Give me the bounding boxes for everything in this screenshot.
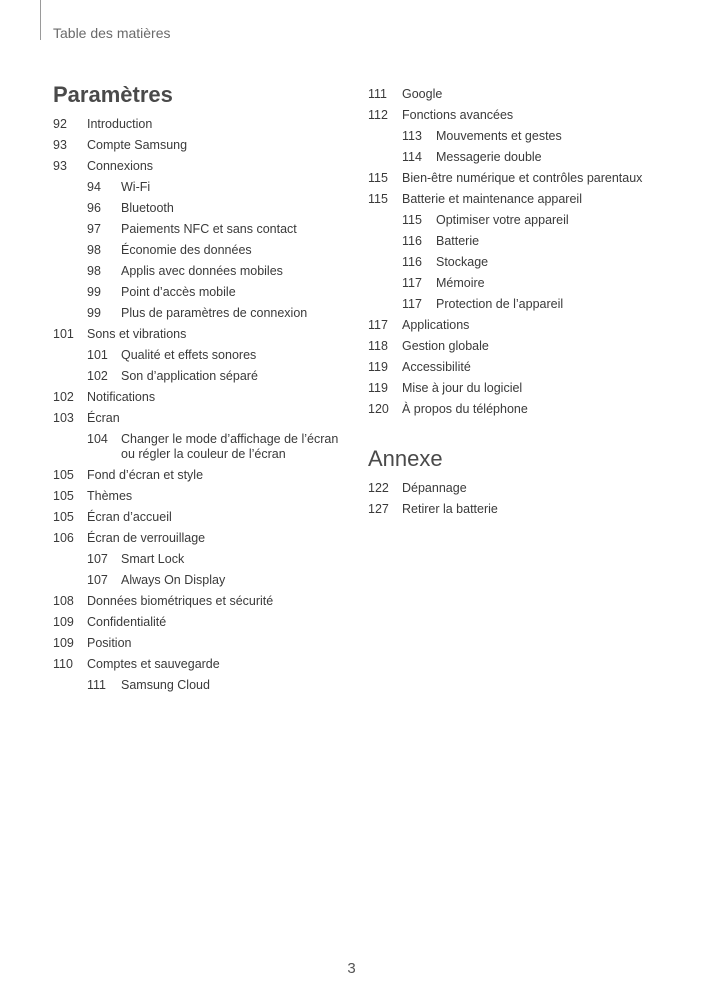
- toc-entry-title: Son d’application séparé: [121, 369, 258, 383]
- toc-page-number: 116: [402, 255, 422, 269]
- toc-entry[interactable]: [53, 303, 353, 324]
- toc-right-column: [368, 82, 688, 520]
- toc-page-number: 93: [53, 159, 67, 173]
- toc-entry-title: Écran: [87, 411, 120, 425]
- toc-entry[interactable]: [53, 465, 353, 486]
- toc-entry[interactable]: [53, 219, 353, 240]
- toc-entry[interactable]: [53, 156, 353, 177]
- section-title-annexe: Annexe: [368, 446, 443, 471]
- toc-entry-title: Applis avec données mobiles: [121, 264, 283, 278]
- toc-entry-title: Fond d’écran et style: [87, 468, 204, 482]
- toc-page-number: 105: [53, 468, 74, 482]
- toc-entry-title: Mouvements et gestes: [436, 129, 562, 143]
- toc-entry[interactable]: [368, 126, 688, 147]
- toc-entry[interactable]: [368, 84, 688, 105]
- toc-page-number: 119: [368, 360, 388, 374]
- toc-entry-title: Samsung Cloud: [121, 678, 210, 692]
- toc-page-number: 108: [53, 594, 74, 608]
- toc-page-number: 117: [368, 318, 388, 332]
- toc-entry-title: Sons et vibrations: [87, 327, 187, 341]
- toc-page-number: 106: [53, 531, 74, 545]
- toc-page-number: 117: [402, 297, 422, 311]
- toc-entry-title: Stockage: [436, 255, 489, 269]
- toc-page-number: 109: [53, 636, 74, 650]
- toc-entry-title: Bien-être numérique et contrôles parentaux: [402, 171, 643, 185]
- toc-page-number: 114: [402, 150, 422, 164]
- toc-entry-title: Gestion globale: [402, 339, 489, 353]
- section-title-parametres: Paramètres: [53, 82, 173, 107]
- toc-entry-title: Notifications: [87, 390, 156, 404]
- toc-entry-title: Bluetooth: [121, 201, 174, 215]
- toc-entry-title: Connexions: [87, 159, 154, 173]
- toc-entry[interactable]: [53, 261, 353, 282]
- toc-page-number: 118: [368, 339, 388, 353]
- toc-page-number: 98: [87, 264, 101, 278]
- toc-entry-title: Mise à jour du logiciel: [402, 381, 523, 395]
- toc-entry-title: Retirer la batterie: [402, 502, 498, 516]
- toc-entry[interactable]: [368, 499, 688, 520]
- toc-entry[interactable]: [368, 168, 688, 189]
- toc-entry-title: Messagerie double: [436, 150, 542, 164]
- toc-entry-title: Dépannage: [402, 481, 467, 495]
- toc-entry-title: Position: [87, 636, 132, 650]
- toc-left-column: [53, 82, 353, 696]
- page-number: 3: [347, 960, 356, 977]
- toc-page-number: 110: [53, 657, 73, 671]
- toc-page-number: 109: [53, 615, 74, 629]
- toc-page-number: 112: [368, 108, 388, 122]
- toc-entry-title: Batterie: [436, 234, 480, 248]
- toc-entry[interactable]: [53, 282, 353, 303]
- toc-page-number: 113: [402, 129, 422, 143]
- toc-entry[interactable]: [53, 570, 353, 591]
- toc-page-number: 115: [368, 171, 388, 185]
- toc-entry-title: Point d’accès mobile: [121, 285, 236, 299]
- toc-page-number: 119: [368, 381, 388, 395]
- toc-page-number: 120: [368, 402, 389, 416]
- toc-entry[interactable]: [53, 549, 353, 570]
- running-header: Table des matières: [53, 25, 171, 41]
- toc-entry[interactable]: [53, 633, 353, 654]
- toc-entry-title: À propos du téléphone: [402, 402, 528, 416]
- toc-page-number: 117: [402, 276, 422, 290]
- toc-page-number: 105: [53, 510, 74, 524]
- toc-entry-title: Accessibilité: [402, 360, 471, 374]
- toc-list: [368, 84, 688, 420]
- toc-entry-title: Smart Lock: [121, 552, 185, 566]
- toc-page-number: 111: [87, 678, 107, 692]
- toc-entry[interactable]: [53, 324, 353, 345]
- toc-entry-title: Google: [402, 87, 443, 101]
- toc-entry[interactable]: [368, 273, 688, 294]
- toc-entry[interactable]: [368, 147, 688, 168]
- toc-page-number: 105: [53, 489, 74, 503]
- toc-entry[interactable]: [53, 654, 353, 675]
- toc-page-number: 98: [87, 243, 101, 257]
- toc-entry[interactable]: [53, 387, 353, 408]
- toc-entry-title: Paiements NFC et sans contact: [121, 222, 297, 236]
- toc-list: [368, 478, 688, 520]
- toc-page-number: 99: [87, 285, 101, 299]
- toc-entry[interactable]: [53, 675, 353, 696]
- toc-page-number: 97: [87, 222, 101, 236]
- toc-list: [53, 114, 353, 696]
- toc-entry[interactable]: [368, 231, 688, 252]
- toc-page-number: 101: [53, 327, 74, 341]
- toc-entry[interactable]: [53, 429, 353, 465]
- toc-entry[interactable]: [53, 591, 353, 612]
- toc-entry[interactable]: [368, 478, 688, 499]
- toc-entry[interactable]: [368, 294, 688, 315]
- toc-page-number: 115: [368, 192, 388, 206]
- toc-page-number: 122: [368, 481, 389, 495]
- toc-entry[interactable]: [53, 198, 353, 219]
- toc-entry-title: Fonctions avancées: [402, 108, 514, 122]
- toc-page-number: 102: [87, 369, 108, 383]
- toc-entry-title: Comptes et sauvegarde: [87, 657, 220, 671]
- toc-page-number: 93: [53, 138, 67, 152]
- toc-entry[interactable]: [53, 486, 353, 507]
- toc-page-number: 92: [53, 117, 67, 131]
- toc-page-number: 94: [87, 180, 101, 194]
- toc-entry[interactable]: [53, 528, 353, 549]
- toc-entry-title: Confidentialité: [87, 615, 167, 629]
- toc-page-number: 115: [402, 213, 422, 227]
- toc-entry-title: Protection de l’appareil: [436, 297, 564, 311]
- toc-entry[interactable]: [368, 399, 688, 420]
- toc-entry-title: Qualité et effets sonores: [121, 348, 257, 362]
- toc-entry[interactable]: [53, 135, 353, 156]
- toc-entry-title: Plus de paramètres de connexion: [121, 306, 308, 320]
- toc-entry[interactable]: [53, 408, 353, 429]
- toc-entry[interactable]: [368, 315, 688, 336]
- toc-entry-title: Applications: [402, 318, 470, 332]
- toc-page-number: 103: [53, 411, 74, 425]
- toc-entry-title: Mémoire: [436, 276, 485, 290]
- toc-page-number: 102: [53, 390, 74, 404]
- toc-entry[interactable]: [368, 252, 688, 273]
- toc-page-number: 99: [87, 306, 101, 320]
- toc-page-number: 107: [87, 573, 108, 587]
- toc-entry[interactable]: [368, 378, 688, 399]
- toc-page-number: 127: [368, 502, 389, 516]
- header-rule: [40, 0, 41, 40]
- toc-entry[interactable]: [53, 177, 353, 198]
- toc-entry-title: Thèmes: [87, 489, 133, 503]
- toc-entry-title: Wi-Fi: [121, 180, 151, 194]
- toc-entry[interactable]: [53, 345, 353, 366]
- toc-entry[interactable]: [53, 612, 353, 633]
- toc-entry[interactable]: [53, 366, 353, 387]
- toc-entry[interactable]: [368, 210, 688, 231]
- toc-entry-title: Optimiser votre appareil: [436, 213, 569, 227]
- toc-entry[interactable]: [368, 336, 688, 357]
- toc-entry-title: Introduction: [87, 117, 153, 131]
- toc-entry[interactable]: [368, 357, 688, 378]
- toc-entry-title: Données biométriques et sécurité: [87, 594, 274, 608]
- toc-page-number: 96: [87, 201, 101, 215]
- toc-page-number: 116: [402, 234, 422, 248]
- toc-entry-title: Compte Samsung: [87, 138, 188, 152]
- toc-entry-title: Batterie et maintenance appareil: [402, 192, 582, 206]
- toc-entry[interactable]: [53, 240, 353, 261]
- toc-page-number: 111: [368, 87, 388, 101]
- toc-entry[interactable]: [53, 114, 353, 135]
- toc-entry[interactable]: [53, 507, 353, 528]
- toc-entry-title: Always On Display: [121, 573, 226, 587]
- toc-entry-title: Écran d’accueil: [87, 510, 172, 524]
- toc-page-number: 104: [87, 432, 108, 446]
- toc-entry-title: Changer le mode d’affichage de l’écran ou régler la couleur de l’écran: [121, 432, 339, 461]
- toc-entry[interactable]: [368, 189, 688, 210]
- toc-page-number: 101: [87, 348, 108, 362]
- toc-entry-title: Écran de verrouillage: [87, 531, 206, 545]
- toc-entry-title: Économie des données: [121, 243, 252, 257]
- toc-entry[interactable]: [368, 105, 688, 126]
- toc-page-number: 107: [87, 552, 108, 566]
